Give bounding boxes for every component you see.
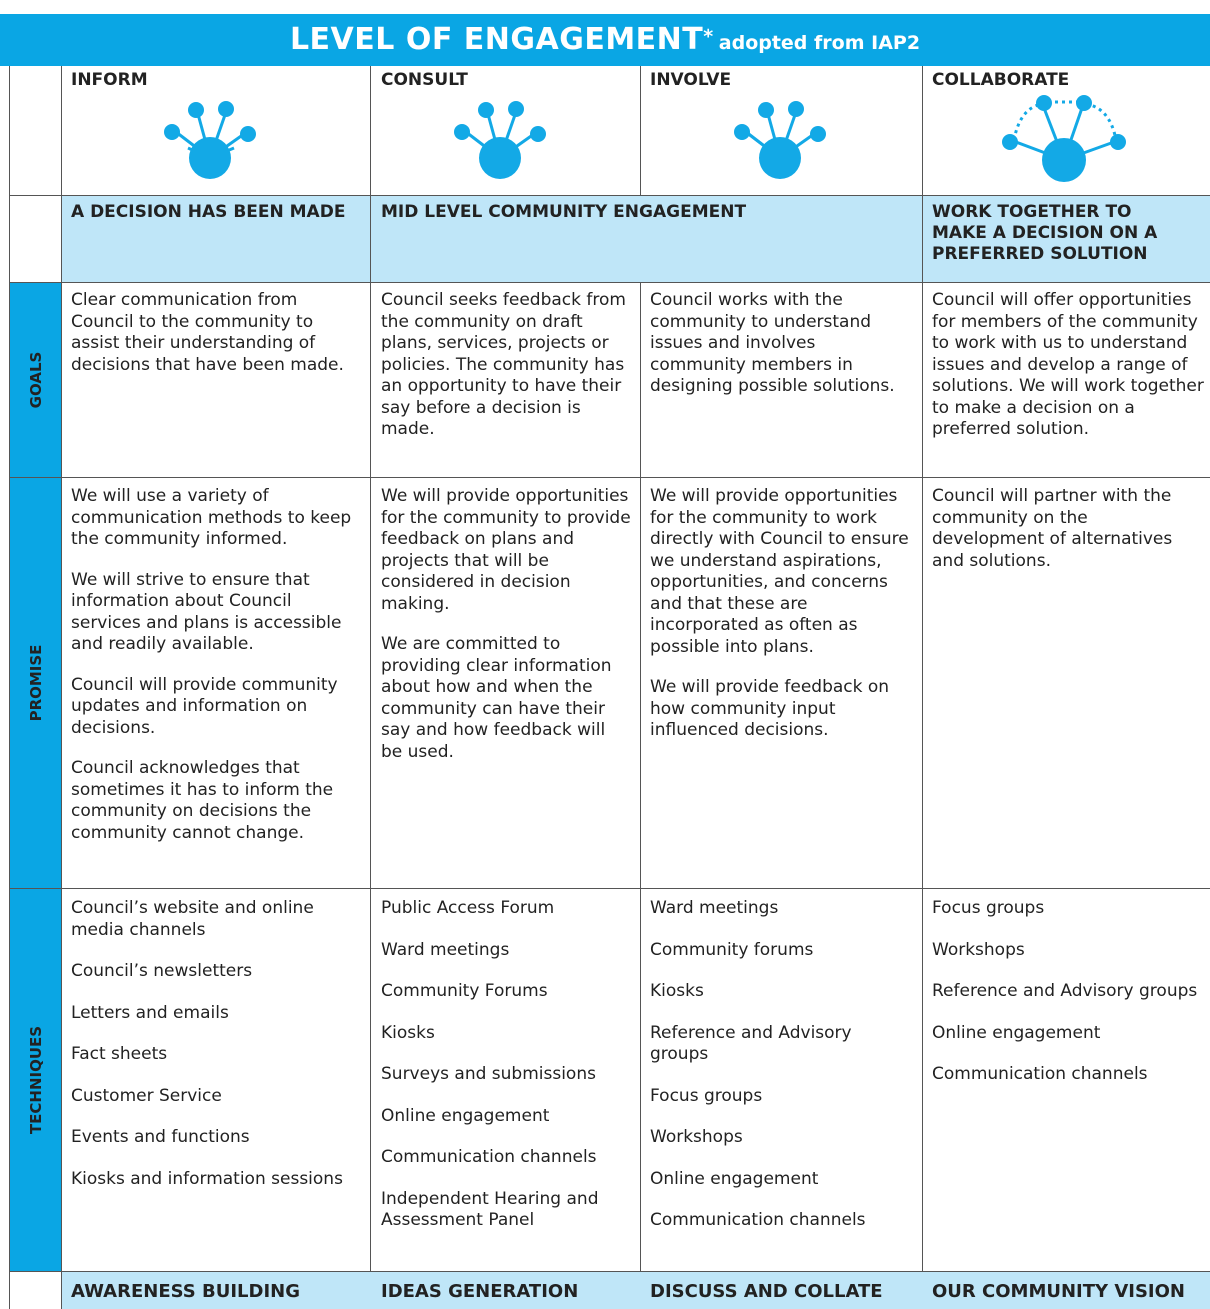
list-item: Focus groups — [932, 898, 1045, 918]
footer-inform: AWARENESS BUILDING — [71, 1281, 300, 1302]
list-item: Reference and Advisory groups — [932, 981, 1198, 1001]
list-item: Letters and emails — [71, 1002, 229, 1023]
engagement-network-icon — [730, 100, 830, 184]
column-header-collaborate: COLLABORATE — [932, 70, 1070, 90]
list-item: Focus groups — [650, 1085, 763, 1106]
footer-involve: DISCUSS AND COLLATE — [650, 1281, 883, 1302]
list-item: Events and functions — [71, 1127, 250, 1147]
list-item: Ward meetings — [650, 898, 779, 918]
list-item: Kiosks — [650, 981, 704, 1001]
list-item: Kiosks — [381, 1022, 435, 1043]
techniques-collaborate — [932, 898, 1204, 1106]
column-header-consult: CONSULT — [381, 70, 468, 90]
promise-paragraph: We will use a variety of communication methods to keep the community informed. — [71, 486, 352, 549]
techniques-inform — [71, 898, 361, 1210]
promise-paragraph: We will provide opportunities for the community to provide feedback on plans and projects that will be considered in decision making. — [381, 486, 631, 614]
title-main: LEVEL OF ENGAGEMENT — [289, 22, 704, 57]
list-item: Workshops — [650, 1127, 743, 1147]
list-item: Community Forums — [381, 981, 548, 1001]
promise-consult — [381, 486, 631, 782]
promise-paragraph: We will strive to ensure that information about Council services and plans is accessible and readily available. — [71, 569, 342, 654]
techniques-consult — [381, 898, 631, 1252]
list-item: Public Access Forum — [381, 898, 555, 918]
title-marker: * — [703, 25, 714, 48]
goals-consult: Council seeks feedback from the community on draft plans, services, projects or policies. The community has an opportunity to have their say before a decision is made. — [381, 290, 626, 439]
goals-collaborate: Council will offer opportunities for members of the community to work with us to understand issues and develop a range of solutions. We will work together to make a decision on a preferred solution. — [932, 290, 1204, 439]
list-item: Online engagement — [381, 1105, 550, 1126]
list-item: Council’s website and online media channels — [71, 898, 314, 940]
row-label-blank — [10, 1272, 61, 1309]
list-item: Reference and Advisory groups — [650, 1022, 852, 1064]
footer-consult: IDEAS GENERATION — [381, 1281, 579, 1302]
title-sub: adopted from IAP2 — [718, 32, 921, 54]
list-item: Workshops — [932, 939, 1025, 960]
list-item: Customer Service — [71, 1085, 222, 1106]
promise-paragraph: We will provide opportunities for the community to work directly with Council to ensure we understand aspirations, opportunities, and concerns and that these are incorporated as often as possible into plans. — [650, 486, 909, 657]
engagement-network-icon — [450, 100, 550, 184]
list-item: Communication channels — [932, 1064, 1148, 1084]
promise-paragraph: We are committed to providing clear information about how and when the community can have their say and how feedback will be used. — [381, 634, 612, 762]
grid-line — [640, 66, 641, 196]
column-header-inform: INFORM — [71, 70, 148, 90]
grid-line — [9, 477, 1210, 478]
grid-line — [9, 888, 1210, 889]
goals-involve: Council works with the community to understand issues and involves community members in designing possible solutions. — [650, 290, 895, 396]
goals-inform: Clear communication from Council to the community to assist their understanding of decisions that have been made. — [71, 290, 344, 375]
list-item: Communication channels — [381, 1147, 597, 1167]
promise-involve — [650, 486, 918, 761]
grid-line — [640, 283, 641, 1309]
footer-collaborate: OUR COMMUNITY VISION — [932, 1281, 1185, 1302]
list-item: Online engagement — [932, 1022, 1101, 1043]
list-item: Fact sheets — [71, 1044, 168, 1064]
list-item: Council’s newsletters — [71, 961, 253, 981]
row-label-promise: PROMISE — [10, 478, 61, 888]
grid-line — [9, 282, 1210, 283]
promise-collaborate — [932, 486, 1204, 591]
list-item: Community forums — [650, 939, 814, 960]
engagement-network-icon — [160, 100, 260, 184]
promise-paragraph: Council will provide community updates and information on decisions. — [71, 674, 338, 738]
row-label-techniques: TECHNIQUES — [10, 889, 61, 1271]
promise-inform — [71, 486, 366, 863]
promise-paragraph: Council acknowledges that sometimes it has to inform the community on decisions the community cannot change. — [71, 758, 334, 843]
techniques-involve — [650, 898, 915, 1252]
promise-paragraph: We will provide feedback on how community input influenced decisions. — [650, 677, 890, 740]
row-label-goals: GOALS — [10, 283, 61, 477]
list-item: Ward meetings — [381, 939, 510, 960]
collaboration-network-icon — [1000, 94, 1130, 186]
band-text-mid: MID LEVEL COMMUNITY ENGAGEMENT — [381, 202, 747, 222]
column-header-involve: INVOLVE — [650, 70, 732, 90]
promise-paragraph: Council will partner with the community on the development of alternatives and solutions. — [932, 486, 1173, 571]
band-text-collaborate: WORK TOGETHER TO MAKE A DECISION ON A PREFERRED SOLUTION — [932, 202, 1158, 264]
list-item: Communication channels — [650, 1210, 866, 1230]
list-item: Kiosks and information sessions — [71, 1168, 343, 1189]
band-text-inform: A DECISION HAS BEEN MADE — [71, 202, 346, 222]
list-item: Surveys and submissions — [381, 1064, 596, 1084]
list-item: Online engagement — [650, 1168, 819, 1189]
list-item: Independent Hearing and Assessment Panel — [381, 1188, 599, 1230]
table-title — [0, 14, 1210, 66]
